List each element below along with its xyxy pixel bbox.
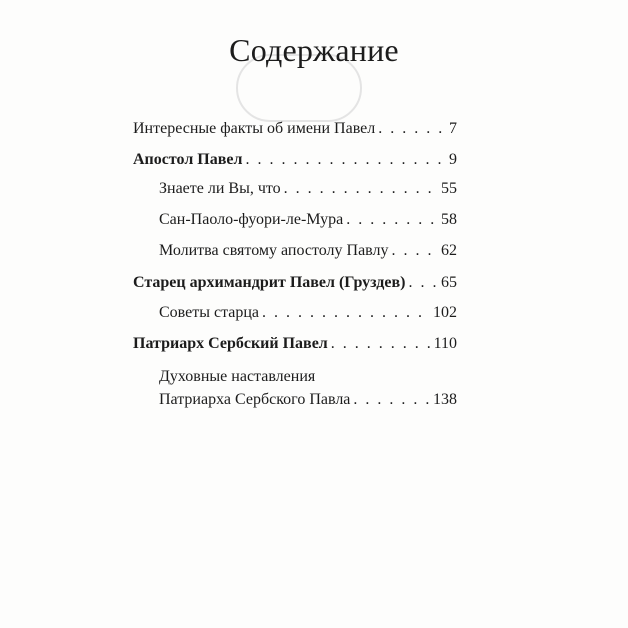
toc-entry xyxy=(159,303,457,323)
toc-entry-label: Знаете ли Вы, что xyxy=(159,180,281,197)
toc-entry-label-line2: Патриарха Сербского Павла xyxy=(159,391,351,408)
leader-dots xyxy=(284,179,438,199)
toc-entry-label: Патриарх Сербский Павел xyxy=(133,335,328,352)
leader-dots xyxy=(346,210,438,230)
toc-entry-page: 102 xyxy=(433,304,457,321)
toc-entry-label: Апостол Павел xyxy=(133,151,243,168)
toc-entry-multiline xyxy=(159,365,457,411)
toc-entry xyxy=(133,150,457,170)
toc-entry-line1 xyxy=(159,365,457,388)
leader-dots xyxy=(262,303,430,323)
toc-entry-page: 7 xyxy=(449,120,457,137)
toc-entry-page: 9 xyxy=(449,151,457,168)
toc-entry-label: Интересные факты об имени Павел xyxy=(133,120,376,137)
toc-entry-page: 62 xyxy=(441,242,457,259)
leader-dots xyxy=(408,273,438,293)
toc-entry xyxy=(159,179,457,199)
leader-dots xyxy=(392,241,439,261)
leader-dots xyxy=(378,119,446,139)
toc-entry-line2 xyxy=(159,388,457,411)
toc-entry-label: Советы старца xyxy=(159,304,260,321)
toc-entry-page: 138 xyxy=(433,391,457,408)
toc-entry xyxy=(133,119,457,139)
toc-entry xyxy=(159,210,457,230)
toc-entry-label: Сан-Паоло-фуори-ле-Мура xyxy=(159,211,344,228)
toc-entry-page: 55 xyxy=(441,180,457,197)
toc-entry-page: 65 xyxy=(441,274,457,291)
leader-dots xyxy=(245,150,446,170)
toc-entry-page: 58 xyxy=(441,211,457,228)
toc-entry-page: 110 xyxy=(433,335,457,352)
page-title: Содержание xyxy=(229,32,399,68)
toc-entry-label: Старец архимандрит Павел (Груздев) xyxy=(133,274,406,291)
toc-entry xyxy=(133,273,457,293)
toc-entry xyxy=(159,241,457,261)
toc-entry xyxy=(133,334,457,354)
leader-dots xyxy=(353,388,430,411)
toc-entry-label-line1: Духовные наставления xyxy=(159,368,316,385)
toc-entry-label: Молитва святому апостолу Павлу xyxy=(159,242,389,259)
leader-dots xyxy=(331,334,431,354)
